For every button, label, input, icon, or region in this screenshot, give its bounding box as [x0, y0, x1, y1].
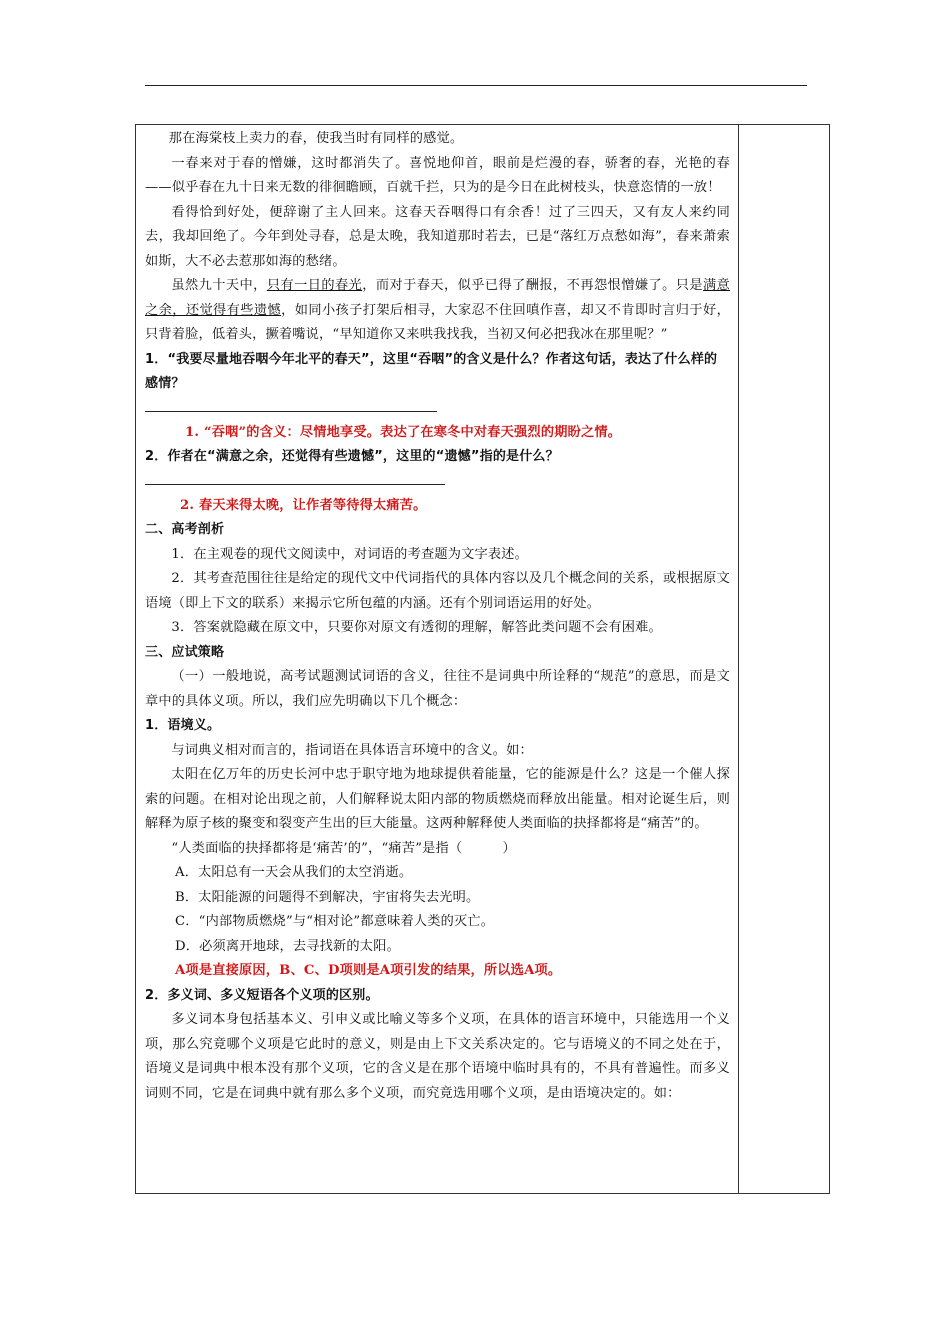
example-answer: A项是直接原因，B、C、D项则是A项引发的结果，所以选A项。: [175, 963, 562, 978]
notes-column-divider: [738, 124, 739, 1194]
paragraph: 多义词本身包括基本义、引申义或比喻义等多个义项，在具体的语言环境中，只能选用一个义项，那么究竟哪个义项是它此时的意义，则是由上下文关系决定的。它与语境义的不同之处在于，语境义是词典中根本没有那个义项，它的含义是在那个语境中临时具有的，不具有普遍性。而多义词则不同，它是在词典中就有那么多个义项，而究竟选用哪个义项，是由语境决定的。如：: [145, 1012, 730, 1101]
answer-1: 1. “吞咽”的含义：尽情地享受。表达了在寒冬中对春天强烈的期盼之情。: [185, 424, 622, 440]
underlined-phrase: 满意之余，还觉得有些遗憾: [145, 278, 731, 318]
option-c: C．“内部物质燃烧”与“相对论”都意味着人类的灭亡。: [175, 914, 495, 929]
text-run: 虽然九十天中，: [171, 278, 267, 293]
section-heading: 二、高考剖析: [145, 522, 225, 537]
passage-paragraph: 一春来对于春的憎嫌，这时都消失了。喜悦地仰首，眼前是烂漫的春，骄奢的春，光艳的春——似乎春在九十日来无数的徘徊瞻顾，百就千拦，只为的是今日在此树枝头，快意恣情的一放！: [145, 155, 730, 195]
option-d: D．必须离开地球，去寻找新的太阳。: [175, 938, 400, 954]
text-run: ，而对于春天，似乎已得了酬报，不再怨恨憎嫌了。只是: [362, 278, 703, 293]
underlined-phrase: 只有一日的春光: [266, 278, 363, 293]
answer-2: 2. 春天来得太晚，让作者等待得太痛苦。: [180, 497, 427, 513]
passage-paragraph: [145, 274, 730, 348]
text-run: ，如同小孩子打架后相寻，大家忍不住回嗔作喜，却又不肯即时言归于好，只背着脸，低着头，撅着嘴说，“早知道你又来哄我找我，当初又何必把我冰在那里呢？”: [145, 302, 731, 342]
header-rule: [145, 85, 807, 86]
main-cell: [145, 127, 730, 1106]
list-item: 2．其考查范围往往是给定的现代文中代词指代的具体内容以及几个概念间的关系，或根据原文语境（即上下文的联系）来揭示它所包蕴的内涵。还有个别词语运用的好处。: [145, 571, 730, 611]
option-a: A．太阳总有一天会从我们的太空消逝。: [175, 865, 413, 880]
passage-paragraph: 那在海棠枝上卖力的春，使我当时有同样的感觉。: [168, 131, 464, 146]
section-heading: 三、应试策略: [145, 644, 225, 660]
example-question: “人类面临的抉择都将是‘痛苦’的”，“痛苦”是指（ ）: [171, 840, 516, 856]
list-item: 1．在主观卷的现代文阅读中，对词语的考查题为文字表述。: [171, 546, 529, 562]
section-intro: （一）一般地说，高考试题测试词语的含义，往往不是词典中所诠释的“规范”的意思，而是文章中的具体义项。所以，我们应先明确以下几个概念：: [145, 669, 730, 709]
answer-blank-1: [145, 397, 730, 421]
passage-paragraph: 看得恰到好处，便辞谢了主人回来。这春天吞咽得口有余香！过了三四天，又有友人来约同去，我却回绝了。今年到处寻春，总是太晚，我知道那时若去，已是“落红万点愁如海”，春来萧索如斯，大不必去惹那如海的愁绪。: [145, 204, 730, 269]
example-paragraph: 太阳在亿万年的历史长河中忠于职守地为地球提供着能量，它的能源是什么？这是一个催人探索的问题。在相对论出现之前，人们解释说太阳内部的物质燃烧而释放出能量。相对论诞生后，则解释为原子核的聚变和裂变产生出的巨大能量。这两种解释使人类面临的抉择都将是“痛苦”的。: [145, 767, 730, 831]
subheading: 1．语境义。: [145, 718, 221, 733]
option-b: B．太阳能源的问题得不到解决，宇宙将失去光明。: [175, 889, 480, 905]
subheading: 2．多义词、多义短语各个义项的区别。: [145, 987, 379, 1003]
question-1: 1．“我要尽量地吞咽今年北平的春天”，这里“吞咽”的含义是什么？作者这句话，表达了什么样的感情？: [145, 351, 718, 391]
answer-blank-2: [145, 470, 730, 494]
paragraph: 与词典义相对而言的，指词语在具体语言环境中的含义。如：: [171, 742, 533, 758]
list-item: 3．答案就隐藏在原文中，只要你对原文有透彻的理解，解答此类问题不会有困难。: [171, 620, 662, 635]
question-2: 2．作者在“满意之余，还觉得有些遗憾”，这里的“遗憾”指的是什么？: [145, 449, 559, 464]
